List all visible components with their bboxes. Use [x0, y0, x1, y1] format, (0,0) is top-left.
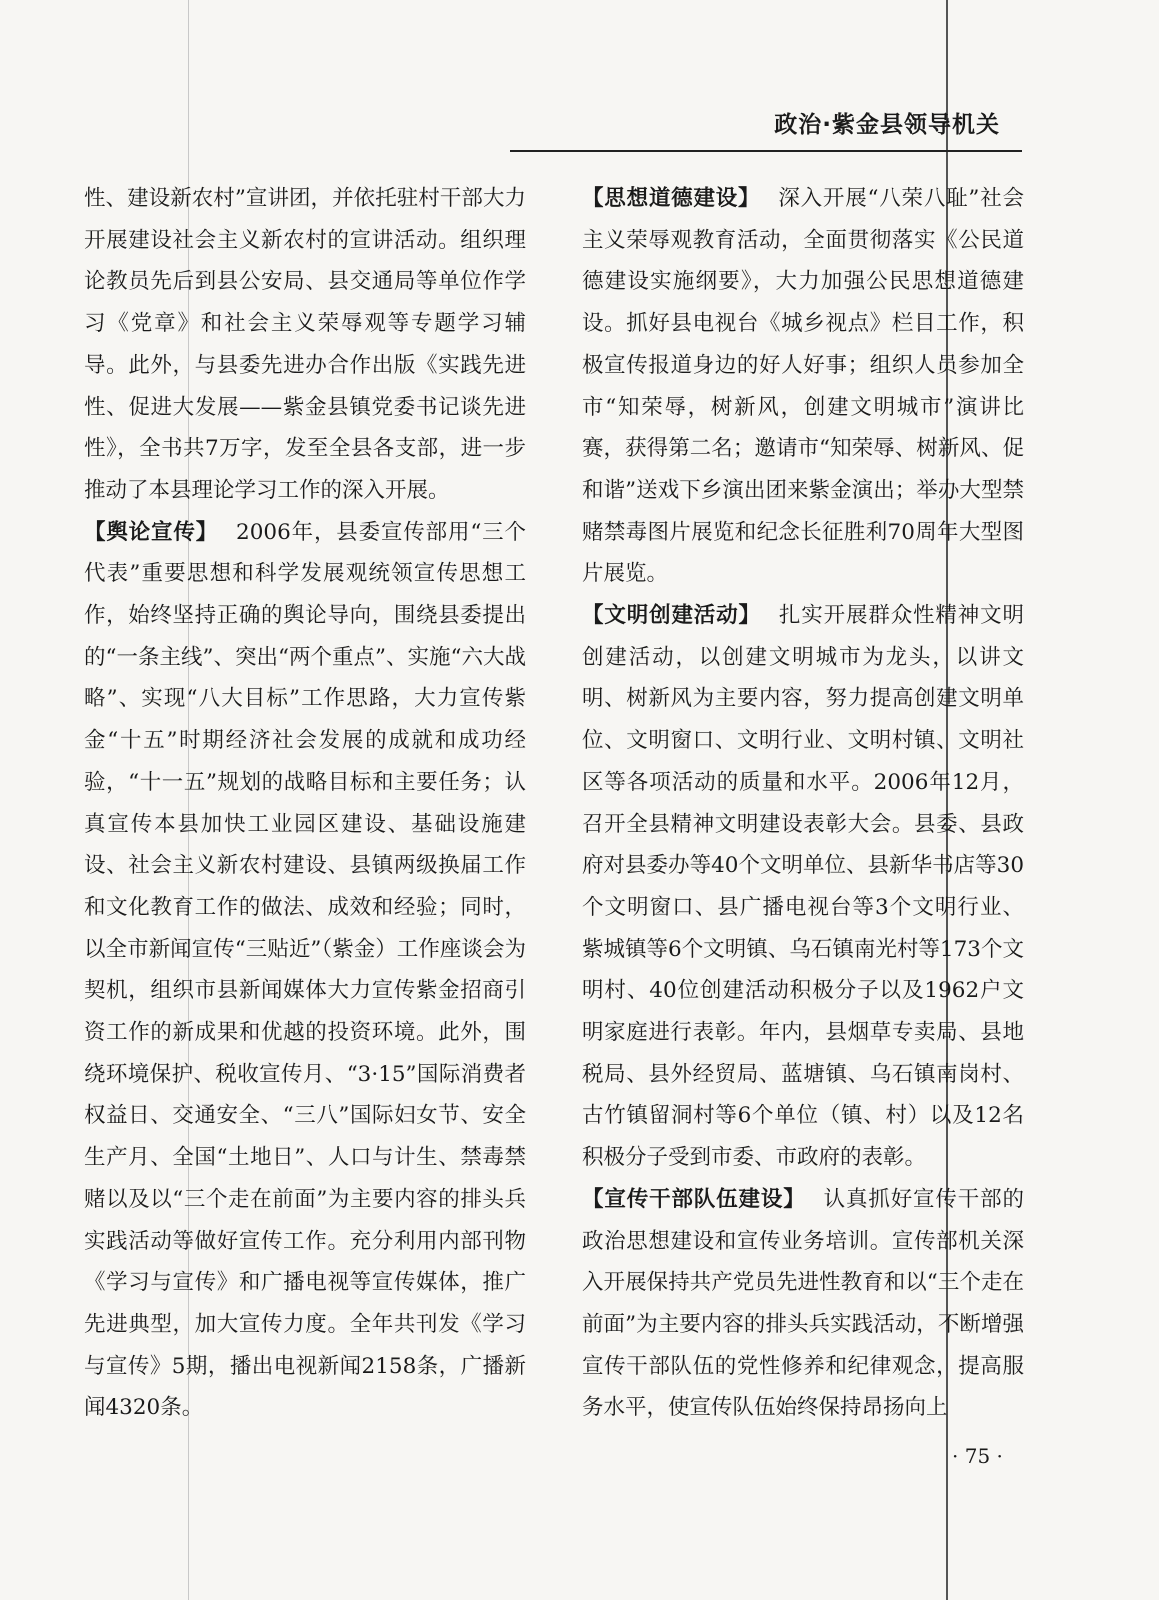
section-cadre-team — [582, 1179, 1024, 1429]
section-civilization-creation — [582, 595, 1024, 1179]
paragraph-continued: 性、建设新农村”宣讲团，并依托驻村干部大力开展建设社会主义新农村的宣讲活动。组织理论教员先后到县公安局、县交通局等单位作学习《党章》和社会主义荣辱观等专题学习辅导。此外，与县委先进办合作出版《实践先进性、促进大发展——紫金县镇党委书记谈先进性》，全书共7万字，发至全县各支部，进一步推动了本县理论学习工作的深入开展。 — [84, 186, 526, 503]
section-heading: 【文明创建活动】 — [582, 603, 761, 629]
section-heading: 【宣传干部队伍建设】 — [582, 1186, 806, 1212]
section-heading: 【舆论宣传】 — [84, 519, 219, 545]
section-public-opinion — [84, 512, 526, 1429]
section-text: 认真抓好宣传干部的政治思想建设和宣传业务培训。宣传部机关深入开展保持共产党员先进性教育和以“三个走在前面”为主要内容的排头兵实践活动，不断增强宣传干部队伍的党性修养和纪律观念，提高服务水平，使宣传队伍始终保持昂扬向上 — [582, 1186, 1024, 1421]
section-heading: 【思想道德建设】 — [582, 186, 761, 211]
running-header: 政治·紫金县领导机关 — [774, 112, 1000, 138]
section-text: 扎实开展群众性精神文明创建活动，以创建文明城市为龙头，以讲文明、树新风为主要内容，努力提高创建文明单位、文明窗口、文明行业、文明村镇、文明社区等各项活动的质量和水平。2006年12月，召开全县精神文明建设表彰大会。县委、县政府对县委办等40个文明单位、县新华书店等30个文明窗口、县广播电视台等3个文明行业、紫城镇等6个文明镇、乌石镇南光村等173个文明村、40位创建活动积极分子以及1962户文明家庭进行表彰。年内，县烟草专卖局、县地税局、县外经贸局、蓝塘镇、乌石镇南岗村、古竹镇留洞村等6个单位（镇、村）以及12名积极分子受到市委、市政府的表彰。 — [582, 603, 1024, 1171]
header-rule — [510, 150, 1022, 152]
right-column — [582, 178, 1024, 1429]
section-text: 深入开展“八荣八耻”社会主义荣辱观教育活动，全面贯彻落实《公民道德建设实施纲要》，大力加强公民思想道德建设。抓好县电视台《城乡视点》栏目工作，积极宣传报道身边的好人好事；组织人员参加全市“知荣辱，树新风，创建文明城市”演讲比赛，获得第二名；邀请市“知荣辱、树新风、促和谐”送戏下乡演出团来紫金演出；举办大型禁赌禁毒图片展览和纪念长征胜利70周年大型图片展览。 — [582, 186, 1024, 587]
page-number: · 75 · — [952, 1444, 1003, 1468]
left-column — [84, 178, 526, 1429]
section-text: 2006年，县委宣传部用“三个代表”重要思想和科学发展观统领宣传思想工作，始终坚持正确的舆论导向，围绕县委提出的“一条主线”、突出“两个重点”、实施“六大战略”、实现“八大目标”工作思路，大力宣传紫金“十五”时期经济社会发展的成就和成功经验，“十一五”规划的战略目标和主要任务；认真宣传本县加快工业园区建设、基础设施建设、社会主义新农村建设、县镇两级换届工作和文化教育工作的做法、成效和经验；同时，以全市新闻宣传“三贴近”（紫金）工作座谈会为契机，组织市县新闻媒体大力宣传紫金招商引资工作的新成果和优越的投资环境。此外，围绕环境保护、税收宣传月、“3·15”国际消费者权益日、交通安全、“三八”国际妇女节、安全生产月、全国“土地日”、人口与计生、禁毒禁赌以及以“三个走在前面”为主要内容的排头兵实践活动等做好宣传工作。充分利用内部刊物《学习与宣传》和广播电视等宣传媒体，推广先进典型，加大宣传力度。全年共刊发《学习与宣传》5期，播出电视新闻2158条，广播新闻4320条。 — [84, 519, 526, 1421]
section-moral-construction — [582, 178, 1024, 595]
